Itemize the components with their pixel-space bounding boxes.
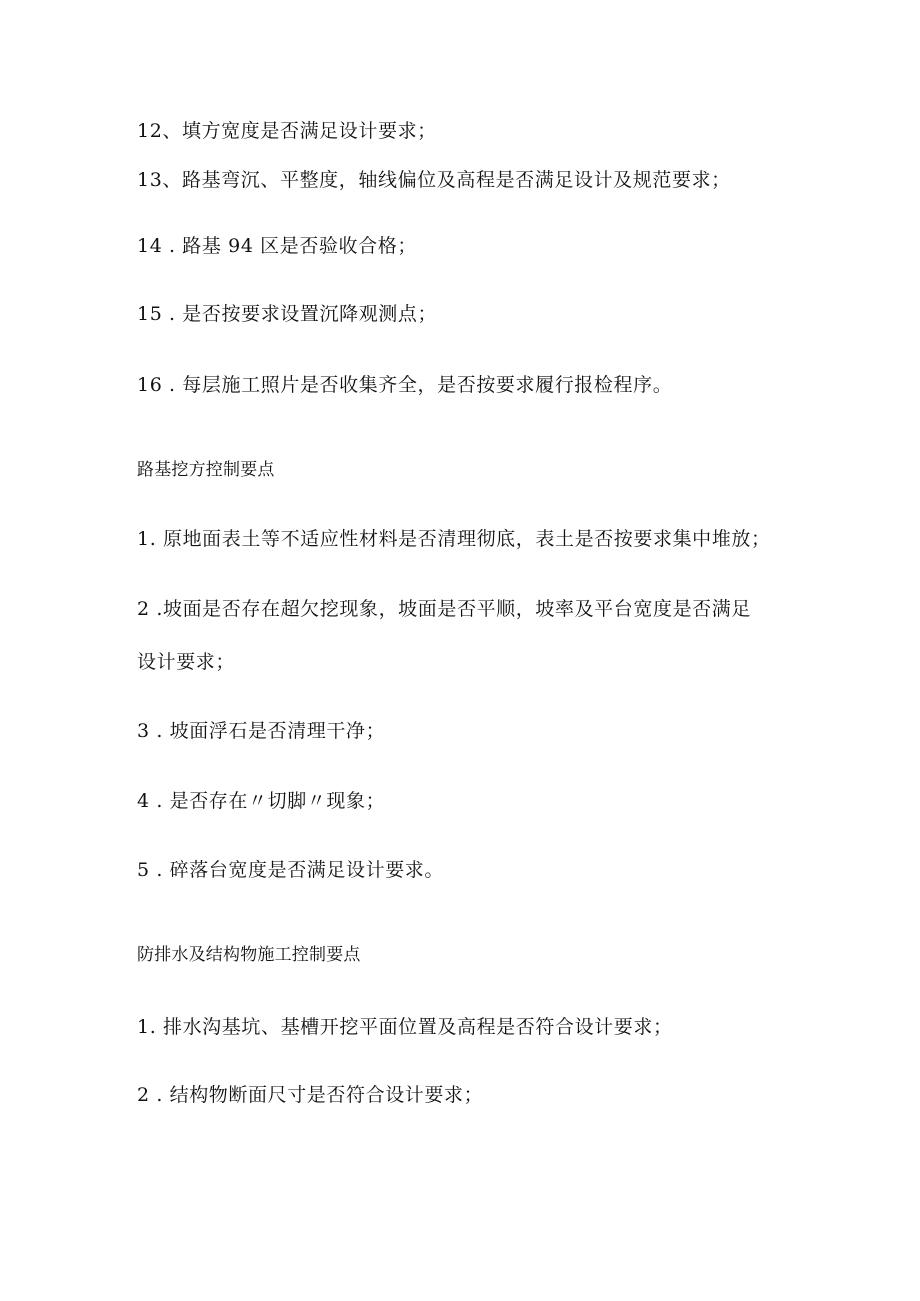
section-heading-drainage: 防排水及结构物施工控制要点 xyxy=(137,945,361,965)
item-14: 14 . 路基 94 区是否验收合格； xyxy=(137,235,417,257)
excavation-item-4: 4 . 是否存在〃切脚〃现象； xyxy=(137,790,386,812)
drainage-item-1: 1. 排水沟基坑、基槽开挖平面位置及高程是否符合设计要求； xyxy=(137,1016,673,1038)
drainage-item-2: 2 . 结构物断面尺寸是否符合设计要求； xyxy=(137,1084,484,1106)
item-16: 16 . 每层施工照片是否收集齐全，是否按要求履行报检程序。 xyxy=(137,374,673,396)
excavation-item-1: 1. 原地面表土等不适应性材料是否清理彻底，表土是否按要求集中堆放； xyxy=(137,528,771,550)
item-13: 13、路基弯沉、平整度，轴线偏位及高程是否满足设计及规范要求； xyxy=(137,169,731,191)
item-15: 15 . 是否按要求设置沉降观测点； xyxy=(137,303,438,325)
excavation-item-2: 2 .坡面是否存在超欠挖现象，坡面是否平顺，坡率及平台宽度是否满足 xyxy=(137,598,751,620)
item-12: 12、填方宽度是否满足设计要求； xyxy=(137,120,437,142)
excavation-item-3: 3 . 坡面浮石是否清理干净； xyxy=(137,720,386,742)
excavation-item-5: 5 . 碎落台宽度是否满足设计要求。 xyxy=(137,859,445,881)
excavation-item-2-continued: 设计要求； xyxy=(137,651,236,673)
section-heading-excavation: 路基挖方控制要点 xyxy=(137,460,275,480)
